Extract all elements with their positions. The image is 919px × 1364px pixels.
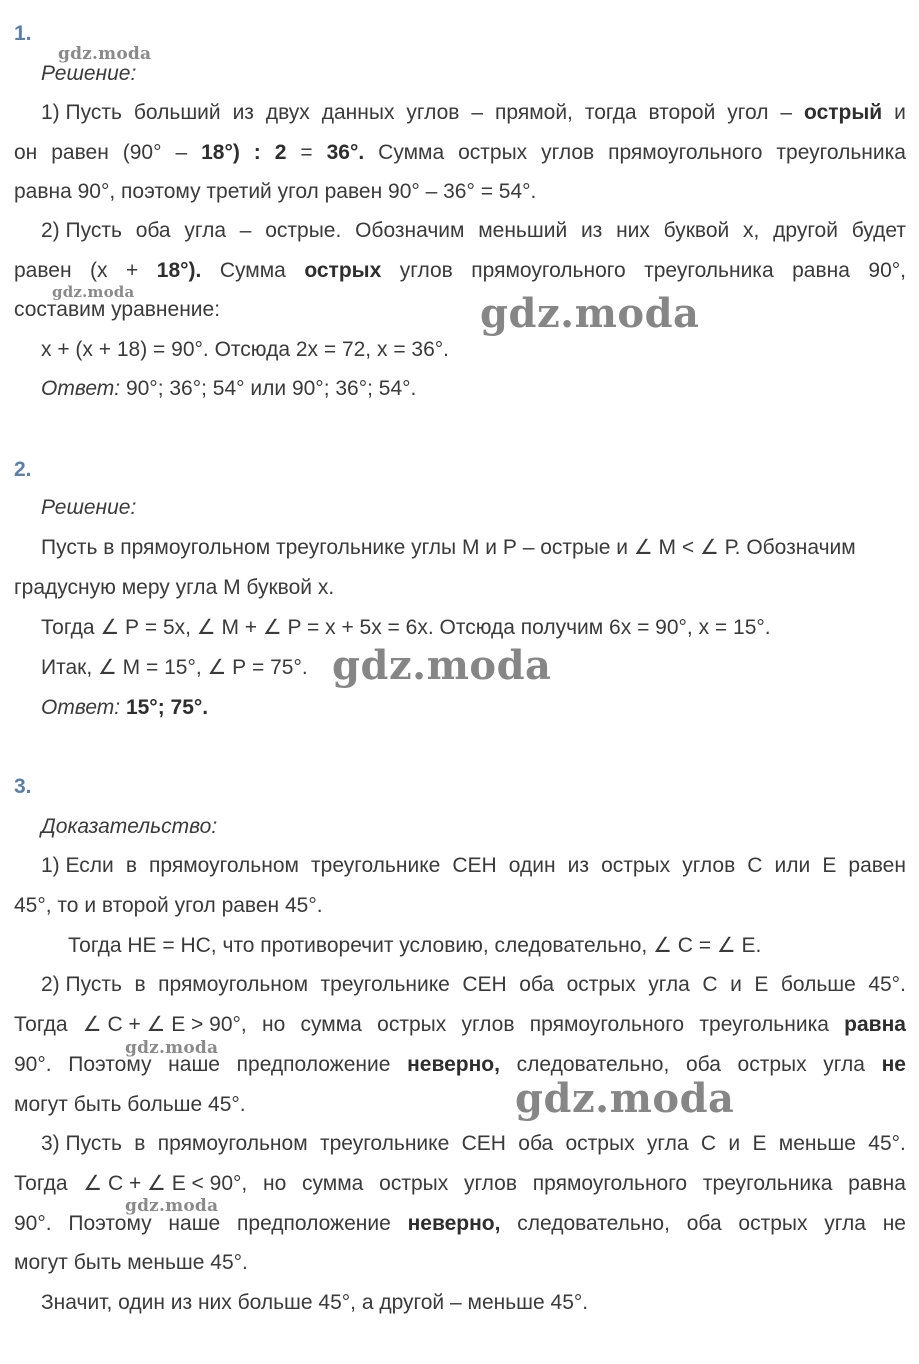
text-line: 1) Если в прямоугольном треугольнике СЕН один из острых углов С или Е равен xyxy=(41,854,906,877)
equation-line: Тогда ∠ Р = 5x, ∠ M + ∠ P = x + 5x = 6x. Отсюда получим 6x = 90°, x = 15°. xyxy=(41,616,771,639)
text-line: могут быть меньше 45°. xyxy=(14,1251,248,1274)
text-line: градусную меру угла М буквой х. xyxy=(14,576,335,599)
task-number-3: 3. xyxy=(14,775,32,798)
watermark: gdz.moda xyxy=(125,1196,219,1216)
solution-heading: Решение: xyxy=(41,496,137,519)
text-line: 90°. Поэтому наше предположение неверно, следовательно, оба острых угла не xyxy=(14,1212,906,1235)
text-line: составим уравнение: xyxy=(14,298,221,321)
text-line: Пусть в прямоугольном треугольнике углы М и Р – острые и ∠ М < ∠ Р. Обозначим xyxy=(41,536,856,559)
text-line: 2) Пусть в прямоугольном треугольнике СЕН оба острых угла С и Е больше 45°. xyxy=(41,973,906,996)
text-line: 90°. Поэтому наше предположение неверно, следовательно, оба острых угла не xyxy=(14,1053,906,1076)
text-line: 1) Пусть больший из двух данных углов – прямой, тогда второй угол – острый и xyxy=(41,101,906,124)
solution-heading: Решение: xyxy=(41,62,137,85)
text-line: могут быть больше 45°. xyxy=(14,1093,246,1116)
task-number-2: 2. xyxy=(14,458,32,481)
text-line: Тогда НЕ = НС, что противоречит условию, следовательно, ∠ С = ∠ Е. xyxy=(68,934,762,957)
text-line: Тогда ∠ С + ∠ Е > 90°, но сумма острых углов прямоугольного треугольника равна xyxy=(14,1013,906,1036)
text-line: равна 90°, поэтому третий угол равен 90° – 36° = 54°. xyxy=(14,180,537,203)
task-number-1: 1. xyxy=(14,22,32,45)
text-line: 3) Пусть в прямоугольном треугольнике СЕН оба острых угла С и Е меньше 45°. xyxy=(41,1132,906,1155)
watermark: gdz.moda xyxy=(480,290,700,337)
conclusion-line: Значит, один из них больше 45°, а другой – меньше 45°. xyxy=(41,1291,589,1314)
watermark: gdz.moda xyxy=(58,44,152,64)
text-line: равен (x + 18°). Сумма острых углов прямоугольного треугольника равна 90°, xyxy=(14,259,906,282)
watermark: gdz.moda xyxy=(125,1038,219,1058)
text-line: Итак, ∠ М = 15°, ∠ Р = 75°. xyxy=(41,656,308,679)
answer-line: Ответ: 15°; 75°. xyxy=(41,696,209,719)
text-line: 2) Пусть оба угла – острые. Обозначим меньший из них буквой х, другой будет xyxy=(41,219,906,242)
text-line: 45°, то и второй угол равен 45°. xyxy=(14,894,323,917)
text-line: Тогда ∠ С + ∠ Е < 90°, но сумма острых углов прямоугольного треугольника равна xyxy=(14,1172,906,1195)
text-line: он равен (90° – 18°) : 2 = 36°. Сумма острых углов прямоугольного треугольника xyxy=(14,141,906,164)
equation-line: x + (x + 18) = 90°. Отсюда 2x = 72, x = 36°. xyxy=(41,338,450,361)
watermark: gdz.moda xyxy=(515,1075,735,1122)
proof-heading: Доказательство: xyxy=(41,815,218,838)
answer-line: Ответ: 90°; 36°; 54° или 90°; 36°; 54°. xyxy=(41,377,417,400)
watermark: gdz.moda xyxy=(332,642,552,689)
watermark: gdz.moda xyxy=(52,283,135,301)
